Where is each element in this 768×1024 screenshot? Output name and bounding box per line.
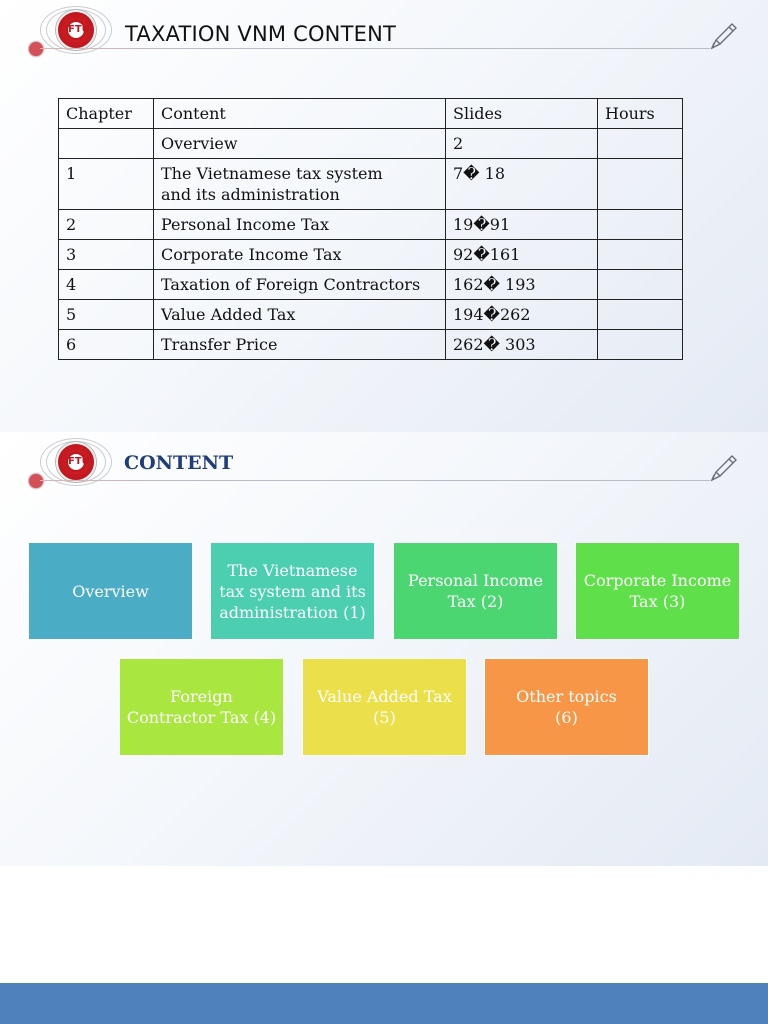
chapters-table — [58, 98, 683, 360]
chapter-cell: 3 — [59, 240, 154, 270]
content-cell: Taxation of Foreign Contractors — [154, 270, 446, 300]
header-content: Content — [154, 99, 446, 129]
slides-cell: 194�262 — [446, 300, 598, 330]
header-hours: Hours — [598, 99, 683, 129]
slide-taxation-content — [0, 0, 768, 432]
footer-bar — [0, 983, 768, 1024]
slides-cell: 19�91 — [446, 210, 598, 240]
chapter-cell: 2 — [59, 210, 154, 240]
topic-box-personal-income-tax: Personal Income Tax (2) — [393, 542, 558, 640]
hours-cell — [598, 129, 683, 159]
slides-cell: 7� 18 — [446, 159, 598, 210]
red-dot-decoration — [29, 42, 43, 56]
topic-box-overview: Overview — [28, 542, 193, 640]
slides-cell: 162� 193 — [446, 270, 598, 300]
slide-header — [0, 432, 768, 502]
pen-icon — [708, 452, 740, 484]
red-dot-decoration — [29, 474, 43, 488]
hours-cell — [598, 240, 683, 270]
content-cell: Overview — [154, 129, 446, 159]
hours-cell — [598, 300, 683, 330]
content-cell: Corporate Income Tax — [154, 240, 446, 270]
table-row — [59, 129, 683, 159]
content-cell: Value Added Tax — [154, 300, 446, 330]
content-cell: The Vietnamese tax system and its administration — [154, 159, 446, 210]
content-cell: Transfer Price — [154, 330, 446, 360]
slides-cell: 2 — [446, 129, 598, 159]
slides-cell: 262� 303 — [446, 330, 598, 360]
pen-icon — [708, 20, 740, 52]
hours-cell — [598, 330, 683, 360]
chapter-cell: 4 — [59, 270, 154, 300]
chapter-cell — [59, 129, 154, 159]
slide-header — [0, 0, 768, 70]
page-title: CONTENT — [124, 452, 234, 474]
table-row — [59, 210, 683, 240]
chapter-cell: 5 — [59, 300, 154, 330]
table-row — [59, 240, 683, 270]
header-divider — [40, 480, 710, 481]
table-header-row — [59, 99, 683, 129]
topic-box-corporate-income-tax: Corporate Income Tax (3) — [575, 542, 740, 640]
topic-box-tax-system: The Vietnamese tax system and its administration (1) — [210, 542, 375, 640]
topic-box-other-topics: Other topics (6) — [484, 658, 649, 756]
hours-cell — [598, 159, 683, 210]
table-row — [59, 159, 683, 210]
hours-cell — [598, 270, 683, 300]
content-cell: Personal Income Tax — [154, 210, 446, 240]
slide-content-overview — [0, 432, 768, 866]
table-row — [59, 330, 683, 360]
logo-emblem: FTU — [38, 6, 118, 54]
table-row — [59, 270, 683, 300]
header-chapter: Chapter — [59, 99, 154, 129]
header-slides: Slides — [446, 99, 598, 129]
logo-emblem: FTU — [38, 438, 118, 486]
slides-cell: 92�161 — [446, 240, 598, 270]
hours-cell — [598, 210, 683, 240]
header-divider — [40, 48, 710, 49]
topic-box-foreign-contractor-tax: Foreign Contractor Tax (4) — [119, 658, 284, 756]
table-row — [59, 300, 683, 330]
chapter-cell: 1 — [59, 159, 154, 210]
topic-box-value-added-tax: Value Added Tax (5) — [302, 658, 467, 756]
chapter-cell: 6 — [59, 330, 154, 360]
page-title: TAXATION VNM CONTENT — [125, 22, 397, 46]
